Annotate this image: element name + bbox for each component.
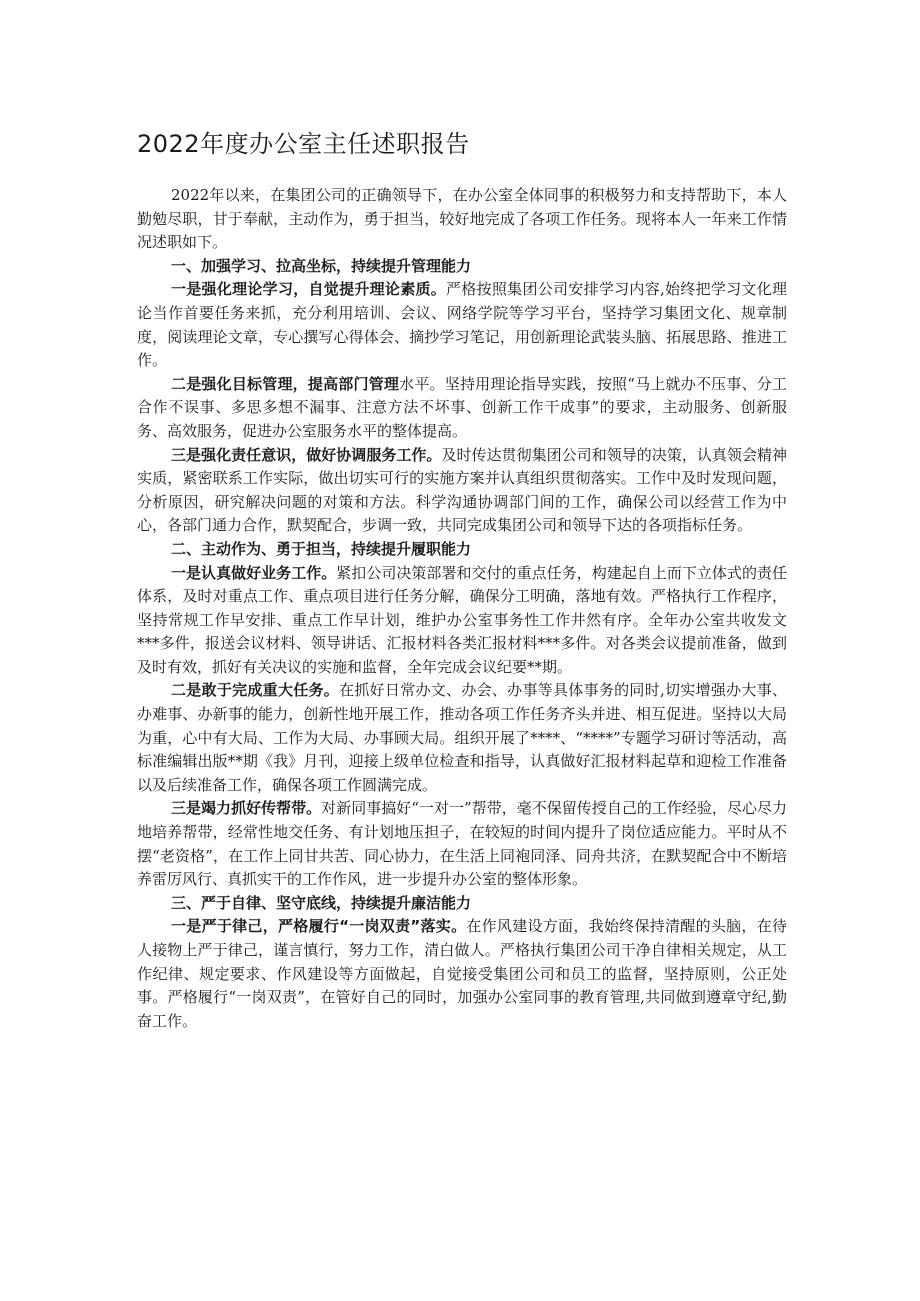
body-paragraph bbox=[137, 679, 787, 797]
paragraph-text: 对新同事搞好“一对一”帮带，毫不保留传授自己的工作经验，尽心尽力地培养帮带，经常性地交任务、有计划地压担子，在较短的时间内提升了岗位适应能力。平时从不摆“老资格”，在工作上同甘共苦、同心协力，在生活上同袍同泽、同舟共济，在默契配合中不断培养雷厉风行、真抓实干的工作作风，进一步提升办公室的整体形象。 bbox=[137, 799, 787, 889]
paragraph-text: 紧扣公司决策部署和交付的重点任务，构建起自上而下立体式的责任体系，及时对重点工作、重点项目进行任务分解，确保分工明确，落地有效。严格执行工作程序，坚持常规工作早安排、重点工作早计划，维护办公室事务性工作井然有序。全年办公室共收发文***多件，报送会议材料、领导讲话、汇报材料各类汇报材料***多件。对各类会议提前准备，做到及时有效，抓好有关决议的实施和监督，全年完成会议纪要**期。 bbox=[137, 563, 787, 676]
body-paragraph bbox=[137, 278, 787, 372]
paragraph-lead: 一是认真做好业务工作。 bbox=[171, 563, 337, 582]
paragraph-lead: 二是强化目标管理，提高部门管理 bbox=[171, 374, 400, 393]
body-paragraph bbox=[137, 915, 787, 1033]
body-paragraph bbox=[137, 444, 787, 538]
paragraph-text: 及时传达贯彻集团公司和领导的决策，认真领会精神实质，紧密联系工作实际，做出切实可行的实施方案并认真组织贯彻落实。工作中及时发现问题，分析原因，研究解决问题的对策和方法。科学沟通协调部门间的工作，确保公司以经营工作为中心，各部门通力合作，默契配合，步调一致，共同完成集团公司和领导下达的各项指标任务。 bbox=[137, 445, 787, 535]
paragraph-lead: 一是严于律己，严格履行“一岗双责”落实。 bbox=[171, 917, 467, 936]
body-paragraph bbox=[137, 373, 787, 444]
intro-paragraph: 2022年以来，在集团公司的正确领导下，在办公室全体同事的积极努力和支持帮助下，本人勤勉尽职，甘于奉献，主动作为，勇于担当，较好地完成了各项工作任务。现将本人一年来工作情况述职如下。 bbox=[137, 186, 787, 252]
paragraph-text: 在作风建设方面，我始终保持清醒的头脑，在待人接物上严于律己，谨言慎行，努力工作，清白做人。严格执行集团公司干净自律相关规定，从工作纪律、规定要求、作风建设等方面做起，自觉接受集团公司和员工的监督，坚持原则，公正处事。严格履行“一岗双责”，在管好自己的同时，加强办公室同事的教育管理,共同做到遵章守纪,勤奋工作。 bbox=[137, 917, 787, 1030]
document-body bbox=[137, 124, 787, 1033]
document-title: 2022年度办公室主任述职报告 bbox=[137, 130, 470, 158]
section-heading: 二、主动作为、勇于担当，持续提升履职能力 bbox=[171, 539, 472, 558]
paragraph-lead: 三是竭力抓好传帮带。 bbox=[171, 799, 322, 818]
body-paragraph bbox=[137, 797, 787, 891]
paragraph-text: 在抓好日常办文、办会、办事等具体事务的同时,切实增强办大事、办难事、办新事的能力，创新性地开展工作，推动各项工作任务齐头并进、相互促进。坚持以大局为重，心中有大局、工作为大局、办事顾大局。组织开展了****、“****”专题学习研讨等活动，高标准编辑出版**期《我》月刊，迎接上级单位检查和指导，认真做好汇报材料起草和迎检工作准备以及后续准备工作，确保各项工作圆满完成。 bbox=[137, 681, 787, 794]
body-paragraph bbox=[137, 562, 787, 680]
paragraph-lead: 一是强化理论学习，自觉提升理论素质。 bbox=[171, 280, 447, 299]
paragraph-text: 水平。坚持用理论指导实践，按照“马上就办不压事、分工合作不误事、多思多想不漏事、注意方法不坏事、创新工作干成事”的要求，主动服务、创新服务、高效服务，促进办公室服务水平的整体提高。 bbox=[137, 374, 787, 440]
paragraph-lead: 三是强化责任意识，做好协调服务工作。 bbox=[171, 445, 442, 464]
paragraph-lead: 二是敢于完成重大任务。 bbox=[171, 681, 340, 700]
paragraph-text: 严格按照集团公司安排学习内容,始终把学习文化理论当作首要任务来抓，充分利用培训、会议、网络学院等学习平台，坚持学习集团文化、规章制度，阅读理论文章，专心撰写心得体会、摘抄学习笔记，用创新理论武装头脑、拓展思路、推进工作。 bbox=[137, 280, 787, 370]
section-heading: 一、加强学习、拉高坐标，持续提升管理能力 bbox=[171, 256, 472, 275]
section-heading: 三、严于自律、坚守底线，持续提升廉洁能力 bbox=[171, 893, 472, 912]
